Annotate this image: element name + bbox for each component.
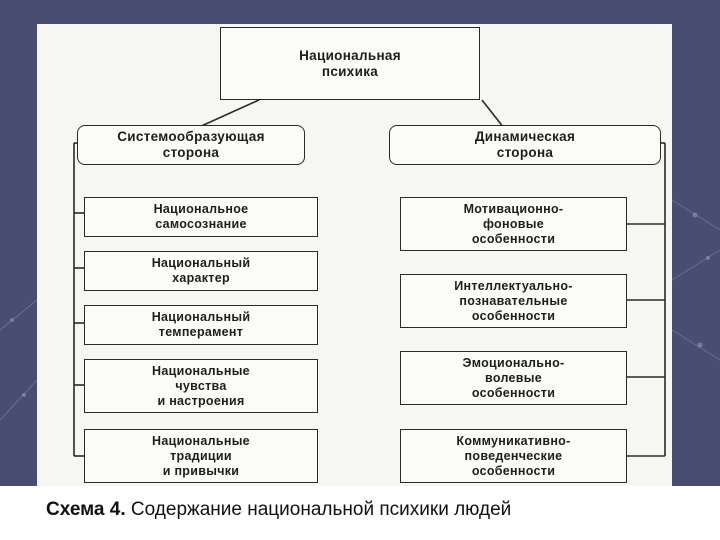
left-header-line-2: сторона xyxy=(162,145,220,160)
left-item-line: и привычки xyxy=(162,463,240,478)
right-item-line: особенности xyxy=(471,385,556,400)
left-item-temperament xyxy=(84,305,318,345)
caption-text: Содержание национальной психики людей xyxy=(130,499,512,520)
left-item-self-awareness xyxy=(84,197,318,237)
caption-label: Схема 4. xyxy=(46,499,126,520)
left-item-line: темперамент xyxy=(158,325,244,339)
left-item-line: Национальный xyxy=(151,256,251,270)
right-item-line: Эмоционально- xyxy=(462,355,565,370)
root-node-national-psyche xyxy=(220,27,480,100)
left-item-line: характер xyxy=(172,271,230,285)
right-item-line: фоновые xyxy=(482,216,544,231)
left-item-feelings-and-moods xyxy=(84,359,318,413)
left-item-character xyxy=(84,251,318,291)
right-item-emotional-volitional xyxy=(400,351,627,405)
left-item-line: Национальные xyxy=(152,433,250,448)
right-item-intellectual-cognitive xyxy=(400,274,627,328)
root-node-line-1: Национальная xyxy=(299,47,401,63)
right-item-communicative-behavioral xyxy=(400,429,627,483)
right-item-line: особенности xyxy=(471,308,556,323)
right-item-line: поведенческие xyxy=(464,448,563,463)
left-item-line: чувства xyxy=(175,378,227,393)
left-item-line: Национальный xyxy=(151,310,251,324)
right-item-line: Мотивационно- xyxy=(463,201,564,216)
left-item-line: Национальные xyxy=(152,363,250,378)
right-item-motivational-background xyxy=(400,197,627,251)
left-item-line: Национальное xyxy=(153,202,249,216)
diagram-panel xyxy=(37,24,672,486)
right-item-line: особенности xyxy=(471,463,556,478)
right-item-line: волевые xyxy=(485,370,542,385)
left-item-line: традиции xyxy=(170,448,232,463)
slide-caption xyxy=(0,486,720,540)
right-item-line: Коммуникативно- xyxy=(456,433,571,448)
left-header-line-1: Системообразующая xyxy=(117,129,265,144)
right-item-line: особенности xyxy=(471,231,556,246)
left-item-traditions-and-habits xyxy=(84,429,318,483)
right-header-dynamic-side xyxy=(389,125,661,165)
right-item-line: Интеллектуально- xyxy=(454,278,573,293)
right-item-line: познавательные xyxy=(459,293,568,308)
right-header-line-2: сторона xyxy=(496,145,554,160)
left-header-system-forming-side xyxy=(77,125,305,165)
right-header-line-1: Динамическая xyxy=(474,129,576,144)
left-item-line: самосознание xyxy=(155,217,247,231)
left-item-line: и настроения xyxy=(157,393,245,408)
root-node-line-2: психика xyxy=(321,63,379,79)
